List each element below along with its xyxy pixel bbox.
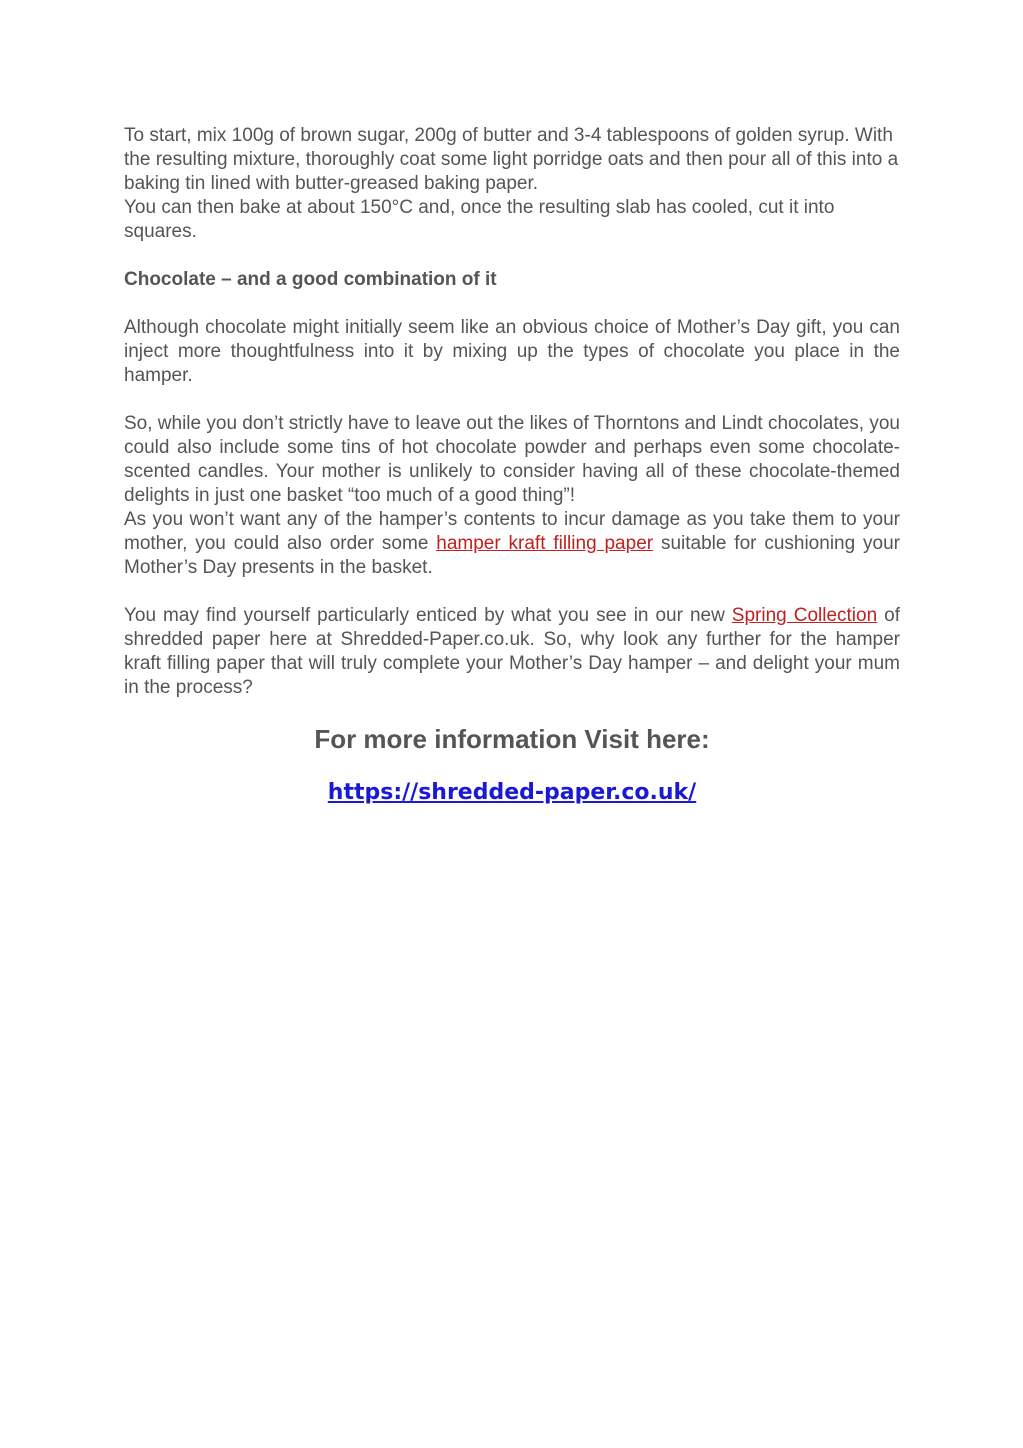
chocolate-variety-paragraph [124, 412, 900, 580]
spring-collection-text-after: of shredded paper here at Shredded-Paper.co.uk. So, why look any further for the hamper kraft filling paper that will truly complete your Mother’s Day hamper – and delight your mum in the process? [124, 605, 900, 698]
hamper-paper-text-after: suitable for cushioning your Mother’s Day presents in the basket. [124, 533, 900, 578]
spacer [124, 292, 900, 316]
website-url-link[interactable]: https://shredded-paper.co.uk/ [327, 780, 697, 805]
document-body [124, 124, 900, 808]
recipe-paragraph [124, 124, 900, 244]
chocolate-intro-paragraph: Although chocolate might initially seem like an obvious choice of Mother’s Day gift, you can inject more thoughtfulness into it by mixing up the types of chocolate you place in the hamper. [124, 317, 900, 386]
more-info-heading: For more information Visit here: [314, 724, 710, 754]
recipe-text-bake: You can then bake at about 150°C and, once the resulting slab has cooled, cut it into squares. [124, 197, 835, 242]
spacer [124, 580, 900, 604]
chocolate-variety-text: So, while you don’t strictly have to leave out the likes of Thorntons and Lindt chocolates, you could also include some tins of hot chocolate powder and perhaps even some chocolate-scented candles. Your mother is unlikely to consider having all of these chocolate-themed delights in just one basket “too much of a good thing”! [124, 413, 900, 506]
spacer [124, 244, 900, 268]
spring-collection-text-before: You may find yourself particularly enticed by what you see in our new [124, 605, 732, 626]
spring-collection-link[interactable]: Spring Collection [731, 605, 878, 626]
spacer [124, 388, 900, 412]
section-heading-chocolate: Chocolate – and a good combination of it [124, 269, 497, 290]
hamper-paper-text-before: As you won’t want any of the hamper’s contents to incur damage as you take them to your mother, you could also order some [124, 509, 900, 554]
recipe-text-mix: To start, mix 100g of brown sugar, 200g of butter and 3-4 tablespoons of golden syrup. With the resulting mixture, thoroughly coat some light porridge oats and then pour all of this into a baking tin lined with butter-greased baking paper. [124, 125, 899, 194]
hamper-kraft-filling-paper-link[interactable]: hamper kraft filling paper [436, 533, 654, 554]
spring-collection-paragraph [124, 604, 900, 700]
